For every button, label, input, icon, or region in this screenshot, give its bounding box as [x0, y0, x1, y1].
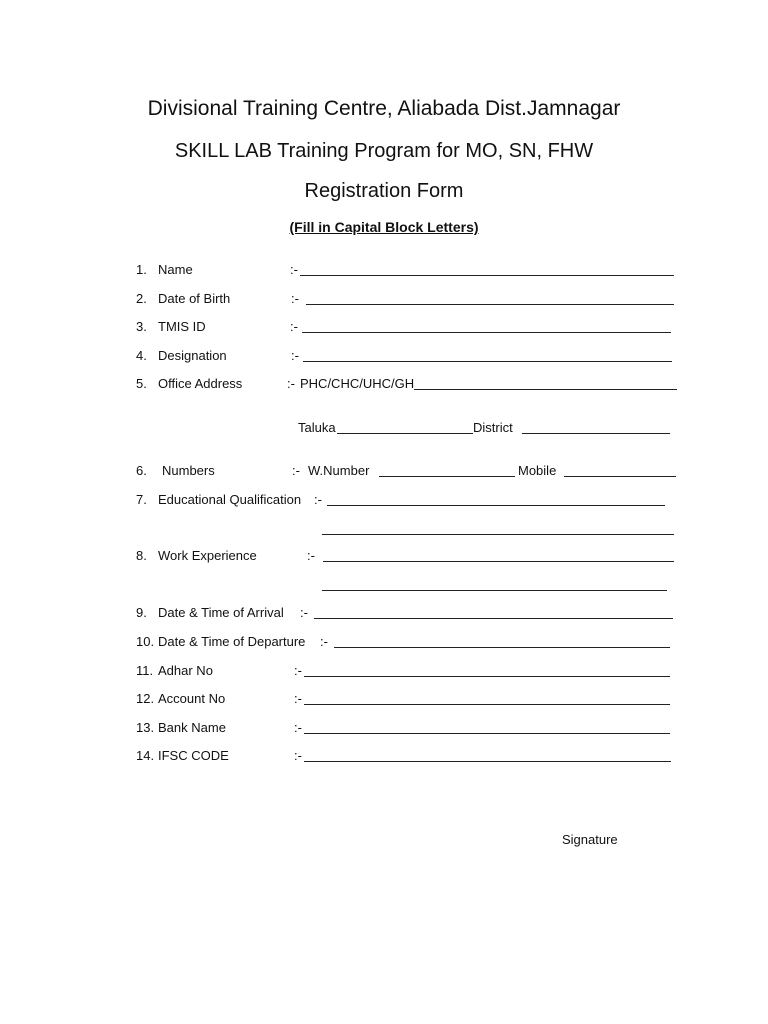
form-title: Registration Form: [304, 180, 464, 202]
field-departure: [136, 634, 676, 652]
field-number: 2.: [136, 291, 147, 306]
field-arrival: [136, 605, 676, 623]
field-label: Office Address: [158, 376, 243, 391]
w-number-label: W.Number: [308, 463, 370, 478]
field-taluka-district: [136, 420, 676, 438]
field-label: IFSC CODE: [158, 748, 229, 763]
field-separator: :-: [292, 463, 300, 478]
field-separator: :-: [294, 663, 302, 678]
field-label: Date & Time of Arrival: [158, 605, 284, 620]
field-account-no: [136, 691, 676, 709]
departure-input-line[interactable]: [334, 647, 670, 648]
field-designation: [136, 348, 676, 366]
field-separator: :-: [287, 376, 295, 391]
field-separator: :-: [290, 262, 298, 277]
signature-label: Signature: [562, 832, 618, 847]
field-adhar-no: [136, 663, 676, 681]
field-number: 1.: [136, 262, 147, 277]
field-number: 13.: [136, 720, 155, 735]
field-educational-qualification-continued: [136, 521, 676, 539]
field-office-address: [136, 376, 681, 394]
dob-input-line[interactable]: [306, 304, 674, 305]
field-number: 8.: [136, 548, 147, 563]
field-number: 11.: [136, 663, 154, 678]
field-separator: :-: [291, 348, 299, 363]
field-label: Adhar No: [158, 663, 213, 678]
qualification-input-line[interactable]: [327, 505, 665, 506]
field-number: 4.: [136, 348, 147, 363]
name-input-line[interactable]: [300, 275, 674, 276]
qualification-input-line-2[interactable]: [322, 534, 674, 535]
field-number: 5.: [136, 376, 147, 391]
field-work-experience: [136, 548, 676, 566]
field-number: 6.: [136, 463, 147, 478]
field-bank-name: [136, 720, 676, 738]
district-label: District: [473, 420, 513, 435]
field-label: Date of Birth: [158, 291, 231, 306]
instruction-label: (Fill in Capital Block Letters): [289, 219, 479, 235]
field-separator: :-: [291, 291, 299, 306]
field-label: Work Experience: [158, 548, 257, 563]
institute-title: Divisional Training Centre, Aliabada Dist.Jamnagar: [147, 97, 621, 120]
field-separator: :-: [294, 748, 302, 763]
field-number: 14.: [136, 748, 155, 763]
account-input-line[interactable]: [304, 704, 670, 705]
taluka-input-line[interactable]: [337, 433, 473, 434]
adhar-input-line[interactable]: [304, 676, 670, 677]
mobile-input-line[interactable]: [564, 476, 676, 477]
field-numbers: [136, 463, 681, 481]
field-label: Numbers: [162, 463, 215, 478]
district-input-line[interactable]: [522, 433, 670, 434]
field-tmis-id: [136, 319, 676, 337]
field-separator: :-: [320, 634, 328, 649]
field-separator: :-: [294, 691, 302, 706]
w-number-input-line[interactable]: [379, 476, 515, 477]
field-separator: :-: [307, 548, 315, 563]
tmis-id-input-line[interactable]: [302, 332, 671, 333]
field-separator: :-: [314, 492, 322, 507]
field-label: Name: [158, 262, 193, 277]
field-number: 7.: [136, 492, 147, 507]
field-date-of-birth: [136, 291, 676, 309]
field-label: Educational Qualification: [158, 492, 302, 507]
mobile-label: Mobile: [518, 463, 557, 478]
taluka-label: Taluka: [298, 420, 336, 435]
field-number: 3.: [136, 319, 147, 334]
work-experience-input-line[interactable]: [323, 561, 674, 562]
designation-input-line[interactable]: [303, 361, 672, 362]
field-label: Date & Time of Departure: [158, 634, 306, 649]
field-separator: :-: [294, 720, 302, 735]
field-number: 10.: [136, 634, 155, 649]
field-name: [136, 262, 676, 280]
field-label: Account No: [158, 691, 226, 706]
field-separator: :-: [290, 319, 298, 334]
bank-name-input-line[interactable]: [304, 733, 670, 734]
field-separator: :-: [300, 605, 308, 620]
office-type-text: PHC/CHC/UHC/GH: [300, 376, 415, 391]
program-title: SKILL LAB Training Program for MO, SN, FHW: [174, 140, 594, 162]
instruction-text: [0, 220, 768, 234]
field-work-experience-continued: [136, 577, 676, 595]
field-ifsc-code: [136, 748, 676, 766]
field-label: Bank Name: [158, 720, 226, 735]
field-number: 9.: [136, 605, 147, 620]
ifsc-input-line[interactable]: [304, 761, 671, 762]
field-label: Designation: [158, 348, 227, 363]
field-number: 12.: [136, 691, 155, 706]
field-educational-qualification: [136, 492, 676, 510]
field-label: TMIS ID: [158, 319, 206, 334]
work-experience-input-line-2[interactable]: [322, 590, 667, 591]
arrival-input-line[interactable]: [314, 618, 673, 619]
office-address-input-line[interactable]: [414, 389, 677, 390]
